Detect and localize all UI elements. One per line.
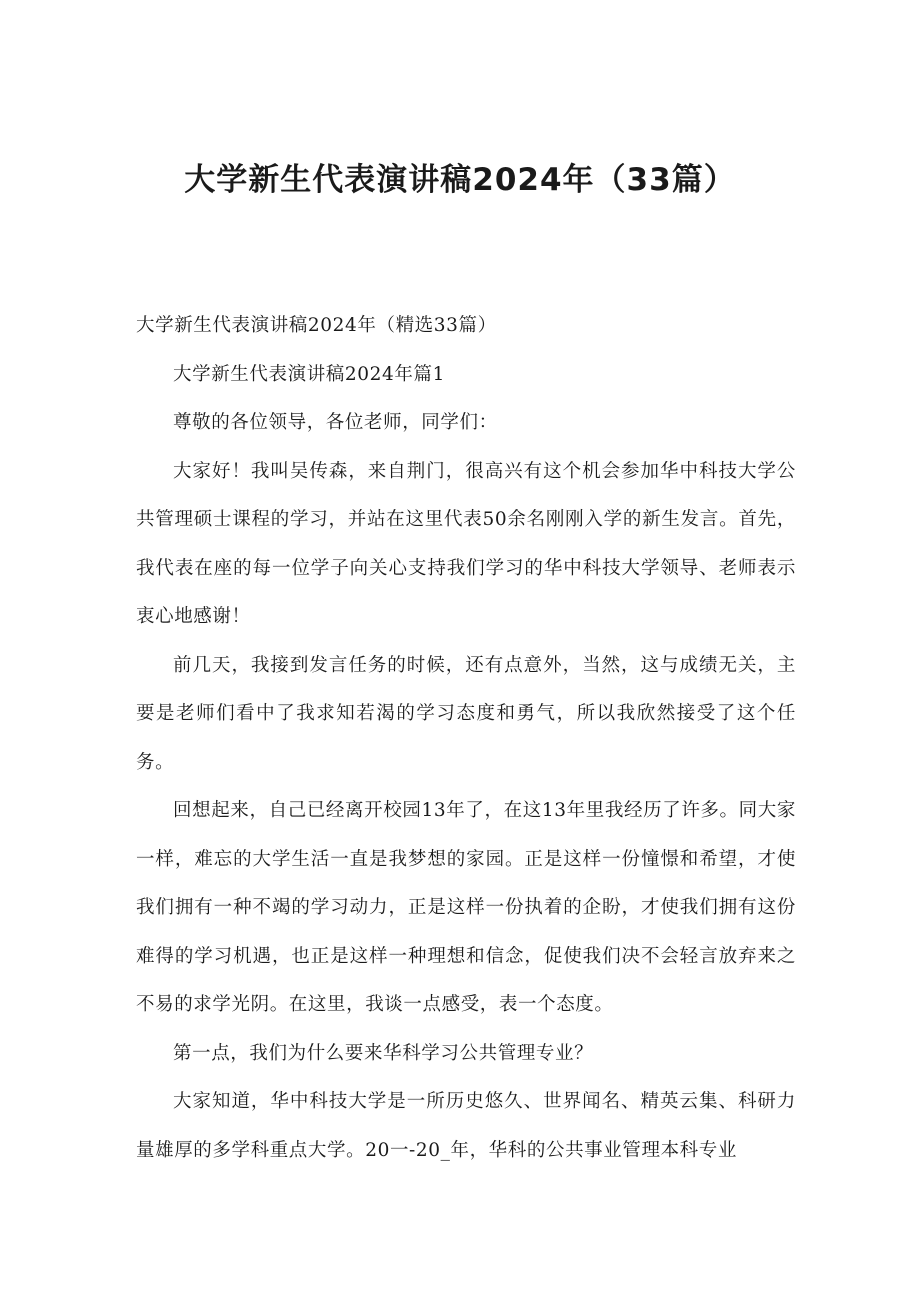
- paragraph-point-heading: 第一点，我们为什么要来华科学习公共管理专业？: [173, 1042, 594, 1064]
- paragraph-salutation: 尊敬的各位领导，各位老师，同学们：: [173, 412, 498, 433]
- paragraph: 回想起来，自己已经离开校园13年了，在这13年里我经历了许多。同大家一样，难忘的大学生活一直是我梦想的家园。正是这样一份憧憬和希望，才使我们拥有一种不竭的学习动力，正是这样一份执着的企盼，才使我们拥有这份难得的学习机遇，也正是这样一种理想和信念，促使我们决不会轻言放弃来之不易的求学光阴。在这里，我谈一点感受，表一个态度。: [136, 800, 796, 1015]
- document-title: 大学新生代表演讲稿2024年（33篇）: [184, 162, 736, 198]
- paragraph: 大家好！我叫吴传森，来自荆门，很高兴有这个机会参加华中科技大学公共管理硕士课程的学习，并站在这里代表50余名刚刚入学的新生发言。首先，我代表在座的每一位学子向关心支持我们学习的华中科技大学领导、老师表示衷心地感谢！: [136, 460, 796, 627]
- document-body: [136, 302, 796, 1175]
- paragraph: 大家知道，华中科技大学是一所历史悠久、世界闻名、精英云集、科研力量雄厚的多学科重点大学。20一-20_年，华科的公共事业管理本科专业: [136, 1091, 796, 1161]
- section-heading: 大学新生代表演讲稿2024年篇1: [173, 363, 445, 385]
- document-subtitle: 大学新生代表演讲稿2024年（精选33篇）: [136, 315, 497, 336]
- paragraph: 前几天，我接到发言任务的时候，还有点意外，当然，这与成绩无关，主要是老师们看中了我求知若渴的学习态度和勇气，所以我欣然接受了这个任务。: [136, 654, 796, 773]
